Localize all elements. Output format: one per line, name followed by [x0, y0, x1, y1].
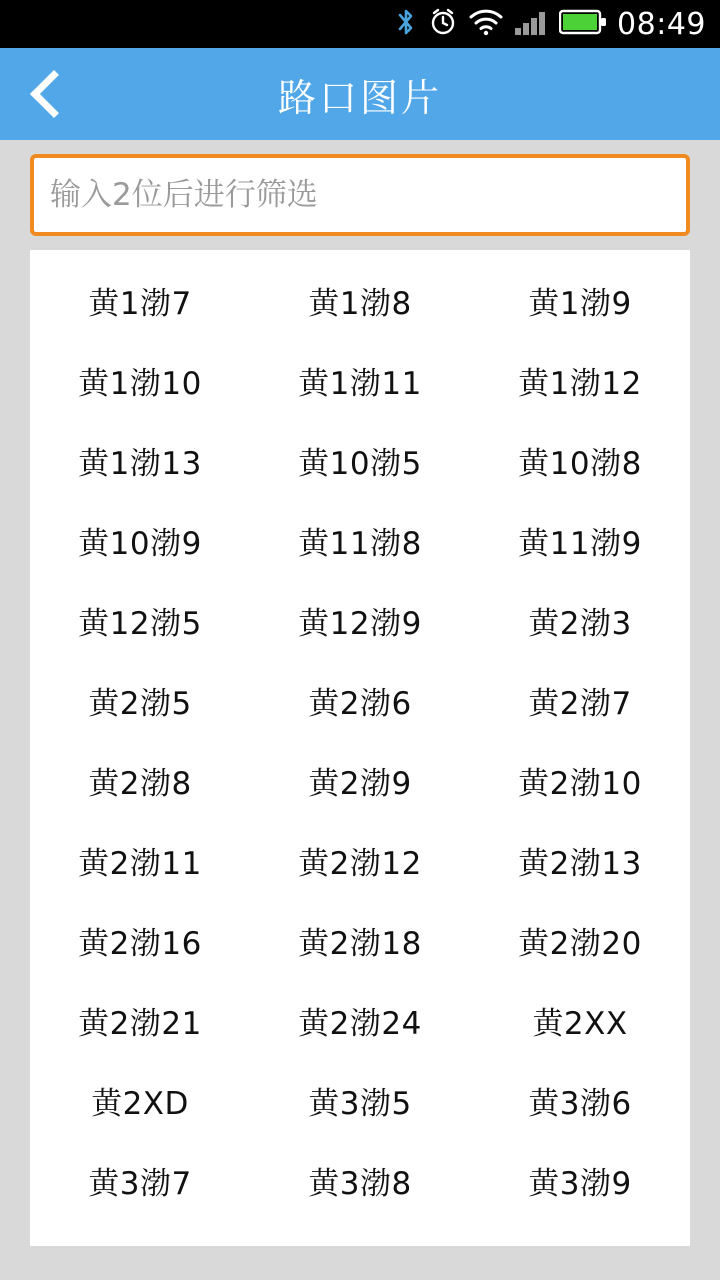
- list-item[interactable]: 黄1渤13: [78, 445, 202, 482]
- alarm-icon: [428, 7, 458, 41]
- list-item[interactable]: 黄1渤10: [78, 365, 202, 402]
- list-item[interactable]: 黄12渤5: [78, 605, 202, 642]
- list-item[interactable]: 黄2渤20: [518, 925, 642, 962]
- list-item[interactable]: 黄1渤12: [518, 365, 642, 402]
- list-item[interactable]: 黄3渤5: [308, 1085, 412, 1122]
- list-item[interactable]: 黄11渤9: [518, 525, 642, 562]
- back-arrow-icon: [30, 70, 78, 118]
- list-item[interactable]: 黄2渤12: [298, 845, 422, 882]
- status-clock: 08:49: [617, 6, 706, 42]
- list-item[interactable]: 黄2渤21: [78, 1005, 202, 1042]
- intersection-grid: [30, 260, 690, 1220]
- title-bar: [0, 48, 720, 140]
- list-item[interactable]: 黄10渤8: [518, 445, 642, 482]
- list-item[interactable]: 黄2渤3: [528, 605, 632, 642]
- list-item[interactable]: 黄2渤18: [298, 925, 422, 962]
- status-bar: [0, 0, 720, 48]
- search-input[interactable]: [30, 154, 690, 236]
- signal-icon: [514, 8, 548, 40]
- page-title: 路口图片: [277, 75, 442, 120]
- battery-icon: [559, 9, 607, 39]
- list-item[interactable]: 黄3渤6: [528, 1085, 632, 1122]
- list-item[interactable]: 黄3渤9: [528, 1165, 632, 1202]
- list-item[interactable]: 黄2渤7: [528, 685, 632, 722]
- list-item[interactable]: 黄10渤9: [78, 525, 202, 562]
- list-item[interactable]: 黄2XD: [91, 1085, 189, 1122]
- bluetooth-icon: [395, 7, 417, 41]
- intersection-list-card: [30, 250, 690, 1246]
- list-item[interactable]: 黄10渤5: [298, 445, 422, 482]
- list-item[interactable]: 黄3渤7: [88, 1165, 192, 1202]
- list-item[interactable]: 黄3渤8: [308, 1165, 412, 1202]
- list-item[interactable]: 黄12渤9: [298, 605, 422, 642]
- list-item[interactable]: 黄1渤9: [528, 285, 632, 322]
- list-item[interactable]: 黄2渤8: [88, 765, 192, 802]
- wifi-icon: [469, 8, 503, 40]
- list-item[interactable]: 黄2渤11: [78, 845, 202, 882]
- list-item[interactable]: 黄2渤10: [518, 765, 642, 802]
- list-item[interactable]: 黄2渤6: [308, 685, 412, 722]
- list-item[interactable]: 黄2XX: [532, 1005, 628, 1042]
- list-item[interactable]: 黄2渤24: [298, 1005, 422, 1042]
- list-item[interactable]: 黄2渤16: [78, 925, 202, 962]
- list-item[interactable]: 黄2渤5: [88, 685, 192, 722]
- list-item[interactable]: 黄2渤13: [518, 845, 642, 882]
- back-button[interactable]: [0, 48, 96, 140]
- list-item[interactable]: 黄1渤7: [88, 285, 192, 322]
- list-item[interactable]: 黄11渤8: [298, 525, 422, 562]
- search-container: [0, 140, 720, 236]
- list-item[interactable]: 黄2渤9: [308, 765, 412, 802]
- status-icons: [395, 7, 607, 41]
- list-item[interactable]: 黄1渤11: [298, 365, 422, 402]
- list-item[interactable]: 黄1渤8: [308, 285, 412, 322]
